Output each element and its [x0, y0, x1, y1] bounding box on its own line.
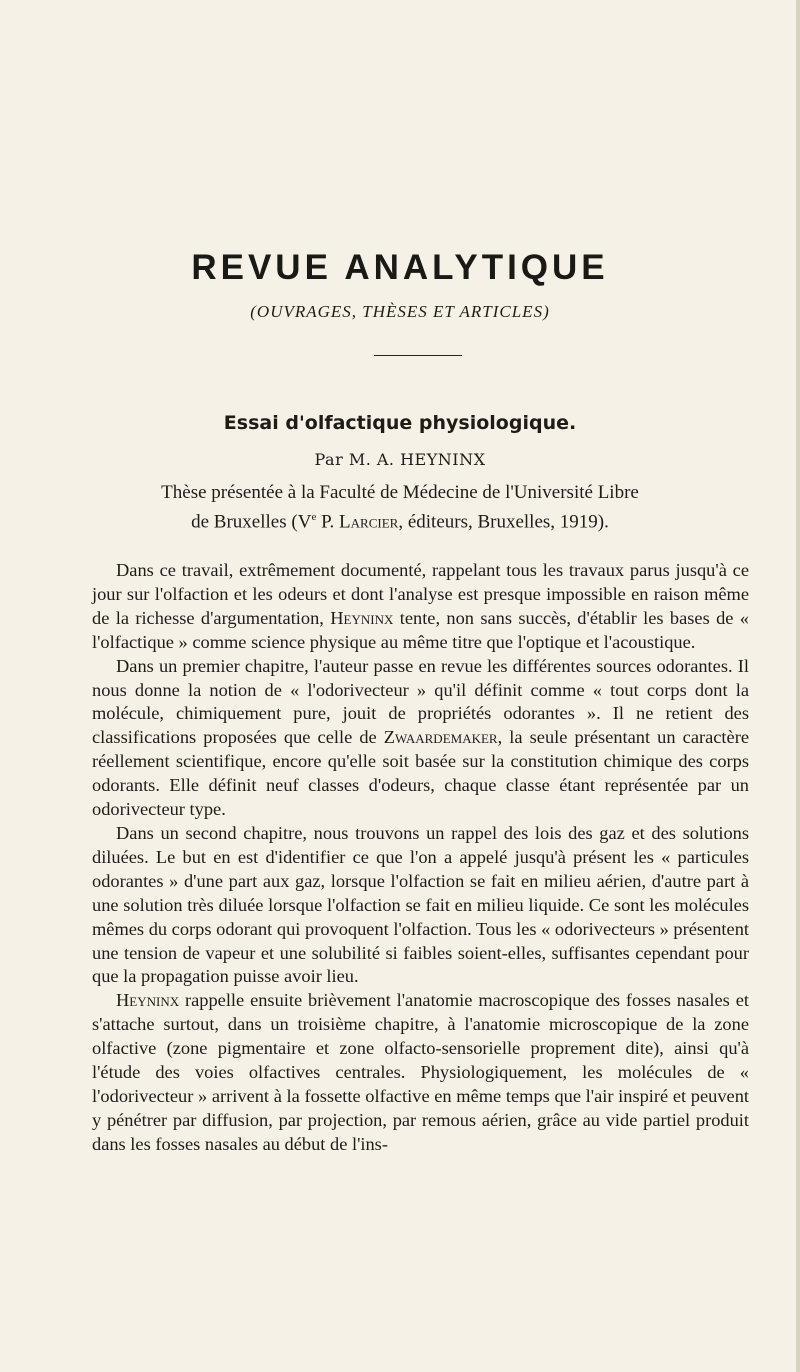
- paragraph-1-end: tente, non sans succès, d'établir les bases de « l'olfactique » comme science physique au même titre que l'optique et l'acoustique.: [92, 607, 750, 652]
- article-source: [0, 481, 800, 534]
- paragraph-2-end: , la seule présentant un caractère réellement scientifique, encore qu'elle soit basée sur la constitution chimique des corps odorants. Elle définit neuf classes d'odeurs, chaque classe étant représentée par un odorivecteur type.: [92, 727, 749, 820]
- paragraph-2: [92, 655, 749, 822]
- paragraph-4: [92, 989, 749, 1156]
- article-body: [92, 559, 749, 1157]
- paragraph-3: Dans un second chapitre, nous trouvons un rappel des lois des gaz et des solutions diluées. Le but en est d'identifier ce que l'on a appelé jusqu'à présent les « particules odorantes » d'une part aux gaz, lorsque l'olfaction se fait en milieu aérien, d'autre part à une solution très diluée lorsque l'olfaction se fait en milieu liquide. Ce sont les molécules mêmes du corps odorant qui provoquent l'olfaction. Tous les « odorivecteurs » présentent une tension de vapeur et une solubilité si faibles soient-elles, suffisantes cependant pour que la propagation puisse avoir lieu.: [92, 822, 749, 987]
- source-line-2: [0, 505, 800, 534]
- paragraph-1-start: Dans ce travail, extrêmement documenté, rappelant tous les travaux parus jusqu'à ce jour sur l'olfaction et les odeurs et dont l'analyse est presque impossible en raison même de la richesse d'argumentation,: [92, 560, 749, 628]
- publisher-name: P. Larcier: [316, 511, 399, 533]
- article-author: [0, 450, 800, 469]
- source-line-2-end: , éditeurs, Bruxelles, 1919).: [398, 511, 609, 533]
- paragraph-1: [92, 559, 749, 655]
- source-superscript: e: [311, 511, 317, 523]
- paragraph-2-start: Dans un premier chapitre, l'auteur passe en revue les différentes sources odorantes. Il nous donne la notion de « l'odorivecteur » qu'il définit comme « tout corps dont la molécule, chimiquement pure, jouit de propriétés odorantes ». Il ne retient des classifications proposées que celle de: [92, 655, 749, 748]
- author-prefix: Par: [314, 450, 344, 469]
- article-title: Essai d'olfactique physiologique.: [223, 412, 577, 434]
- section-title: REVUE ANALYTIQUE: [191, 248, 609, 287]
- author-name: M. A. HEYNINX: [348, 450, 486, 469]
- source-line-1: Thèse présentée à la Faculté de Médecine de l'Université Libre: [161, 482, 639, 503]
- section-subtitle: (OUVRAGES, THÈSES ET ARTICLES): [250, 302, 550, 321]
- author-reference: Heyninx: [330, 607, 394, 628]
- page-edge: [796, 0, 800, 1372]
- divider: [374, 355, 462, 356]
- source-line-2-start: de Bruxelles (V: [191, 511, 312, 533]
- cited-author: Zwaardemaker: [383, 727, 498, 748]
- author-reference: Heyninx: [116, 990, 180, 1011]
- paragraph-4-text: rappelle ensuite brièvement l'anatomie macroscopique des fosses nasales et s'attache surtout, dans un troisième chapitre, à l'anatomie microscopique de la zone olfactive (zone pigmentaire et zone olfacto-sensorielle proprement dite), ainsi qu'à l'étude des voies olfactives centrales. Physiologiquement, les molécules de « l'odorivecteur » arrivent à la fossette olfactive en même temps que l'air inspiré et peuvent y pénétrer par diffusion, par projection, par remous aérien, grâce au vide partiel produit dans les fosses nasales au début de l'ins-: [92, 990, 749, 1154]
